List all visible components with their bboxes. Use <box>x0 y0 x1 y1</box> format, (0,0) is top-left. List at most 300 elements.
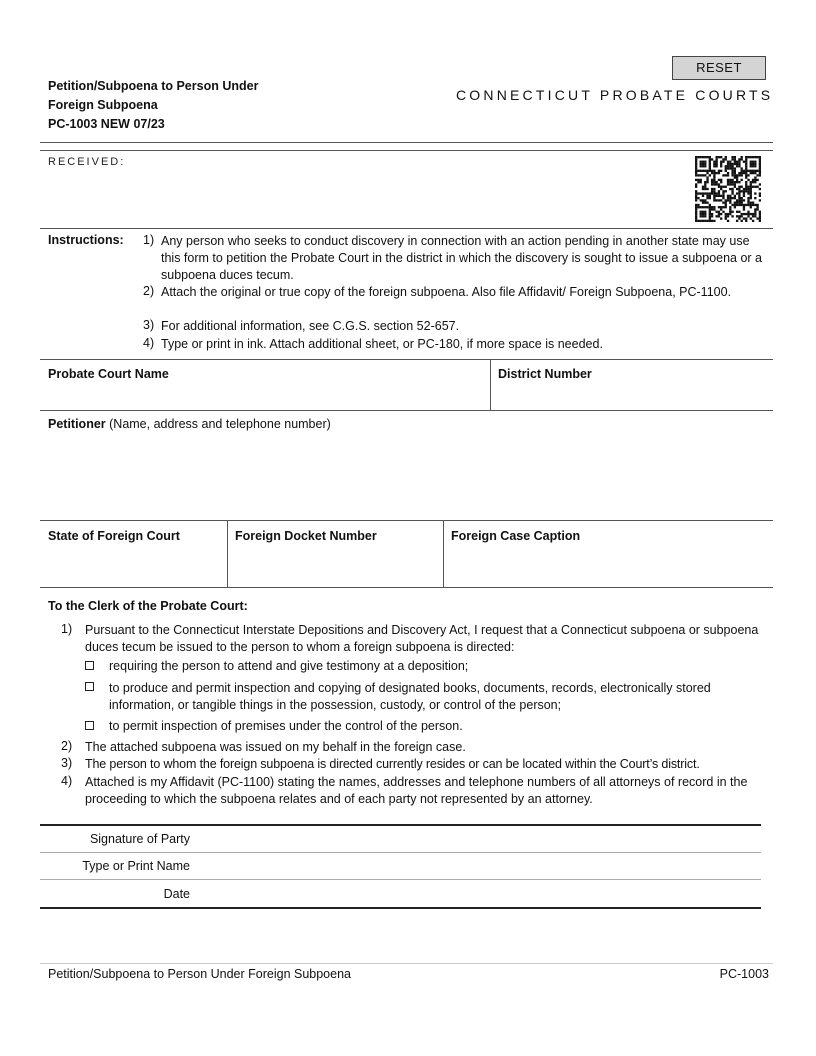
qr-module <box>697 197 699 199</box>
qr-module <box>695 156 697 158</box>
qr-module <box>711 181 713 183</box>
qr-module <box>745 167 747 169</box>
qr-module <box>697 220 699 222</box>
qr-module <box>727 163 729 165</box>
qr-module <box>718 186 720 188</box>
qr-module <box>745 190 747 192</box>
qr-module <box>702 174 704 176</box>
qr-module <box>743 217 745 219</box>
qr-module <box>722 195 724 197</box>
qr-module <box>706 156 708 158</box>
qr-module <box>720 161 722 163</box>
qr-module <box>736 181 738 183</box>
qr-module <box>734 163 736 165</box>
instruction-number: 3) <box>143 318 155 332</box>
qr-module <box>738 195 740 197</box>
qr-module <box>725 158 727 160</box>
qr-module <box>702 206 704 208</box>
footer-form-code: PC-1003 <box>719 967 769 981</box>
qr-module <box>713 161 715 163</box>
qr-module <box>709 197 711 199</box>
qr-module <box>747 188 749 190</box>
qr-module <box>720 186 722 188</box>
qr-module <box>759 161 761 163</box>
qr-module <box>745 186 747 188</box>
qr-module <box>718 213 720 215</box>
probate-court-name-label: Probate Court Name <box>48 367 169 381</box>
qr-module <box>706 172 708 174</box>
qr-module <box>695 170 697 172</box>
qr-module <box>729 206 731 208</box>
qr-module <box>745 174 747 176</box>
qr-module <box>752 165 754 167</box>
qr-module <box>738 215 740 217</box>
qr-module <box>752 204 754 206</box>
qr-module <box>745 204 747 206</box>
qr-module <box>743 192 745 194</box>
instruction-text: Any person who seeks to conduct discovery in connection with an action pending in another state may use this form to petition the Probate Court in the district in which the discovery is sought to issue a subpoena or a subpoena duces tecum. <box>161 234 763 282</box>
qr-module <box>738 199 740 201</box>
qr-module <box>747 204 749 206</box>
qr-module <box>713 176 715 178</box>
qr-module <box>709 213 711 215</box>
petitioner-label-detail: (Name, address and telephone number) <box>105 417 331 431</box>
qr-module <box>736 163 738 165</box>
qr-module <box>750 186 752 188</box>
qr-module <box>709 174 711 176</box>
qr-module <box>704 183 706 185</box>
qr-module <box>718 190 720 192</box>
print-name-field[interactable] <box>40 853 761 879</box>
deposition-checkbox[interactable] <box>85 661 94 670</box>
qr-module <box>759 183 761 185</box>
instruction-number: 2) <box>143 284 155 298</box>
qr-module <box>725 217 727 219</box>
qr-module <box>734 202 736 204</box>
qr-module <box>727 174 729 176</box>
qr-module <box>736 176 738 178</box>
qr-module <box>695 165 697 167</box>
qr-module <box>752 156 754 158</box>
qr-module <box>756 156 758 158</box>
qr-module <box>720 195 722 197</box>
qr-module <box>754 179 756 181</box>
qr-module <box>752 220 754 222</box>
qr-module <box>734 195 736 197</box>
qr-module <box>722 161 724 163</box>
qr-module <box>713 183 715 185</box>
qr-module <box>711 158 713 160</box>
qr-module <box>700 220 702 222</box>
qr-module <box>731 192 733 194</box>
qr-module <box>720 165 722 167</box>
qr-module <box>702 156 704 158</box>
qr-module <box>754 208 756 210</box>
qr-module <box>704 211 706 213</box>
qr-module <box>727 213 729 215</box>
petitioner-label <box>48 417 331 431</box>
qr-module <box>704 181 706 183</box>
qr-module <box>700 206 702 208</box>
probate-court-name-field[interactable] <box>40 360 490 410</box>
qr-module <box>731 188 733 190</box>
qr-module <box>713 181 715 183</box>
qr-module <box>718 156 720 158</box>
qr-module <box>754 181 756 183</box>
received-bottom-line <box>40 228 773 229</box>
qr-module <box>700 199 702 201</box>
qr-module <box>734 197 736 199</box>
qr-module <box>750 204 752 206</box>
qr-module <box>747 199 749 201</box>
inspect-premises-checkbox[interactable] <box>85 721 94 730</box>
qr-module <box>741 220 743 222</box>
qr-module <box>722 206 724 208</box>
qr-module <box>759 170 761 172</box>
qr-module <box>752 161 754 163</box>
date-label: Date <box>163 887 190 901</box>
qr-module <box>722 174 724 176</box>
qr-module <box>702 220 704 222</box>
qr-module <box>704 213 706 215</box>
qr-module <box>731 197 733 199</box>
qr-module <box>695 158 697 160</box>
qr-module <box>731 163 733 165</box>
district-number-label: District Number <box>498 367 592 381</box>
qr-module <box>745 161 747 163</box>
qr-module <box>727 199 729 201</box>
reset-button[interactable]: RESET <box>672 56 766 80</box>
item-number: 4) <box>61 774 73 788</box>
qr-module <box>720 170 722 172</box>
qr-module <box>727 197 729 199</box>
instructions-label: Instructions: <box>48 233 124 247</box>
qr-module <box>711 172 713 174</box>
qr-module <box>759 220 761 222</box>
qr-module <box>727 181 729 183</box>
qr-module <box>706 170 708 172</box>
qr-module <box>741 174 743 176</box>
qr-module <box>704 174 706 176</box>
qr-module <box>715 165 717 167</box>
instruction-number: 1) <box>143 233 155 247</box>
qr-module <box>718 206 720 208</box>
qr-module <box>734 181 736 183</box>
qr-module <box>704 165 706 167</box>
qr-module <box>706 197 708 199</box>
qr-module <box>695 163 697 165</box>
qr-module <box>695 206 697 208</box>
qr-module <box>734 206 736 208</box>
qr-module <box>695 179 697 181</box>
qr-module <box>713 192 715 194</box>
qr-module <box>734 186 736 188</box>
qr-module <box>722 211 724 213</box>
qr-module <box>706 195 708 197</box>
qr-module <box>720 199 722 201</box>
qr-module <box>722 202 724 204</box>
qr-module <box>745 170 747 172</box>
qr-module <box>741 167 743 169</box>
qr-module <box>754 176 756 178</box>
qr-module <box>711 220 713 222</box>
qr-module <box>754 170 756 172</box>
qr-module <box>725 206 727 208</box>
qr-module <box>695 174 697 176</box>
instruction-number: 4) <box>143 336 155 350</box>
qr-module <box>736 179 738 181</box>
qr-module <box>704 161 706 163</box>
qr-module <box>756 204 758 206</box>
foreign-case-caption-field[interactable] <box>444 521 773 587</box>
qr-module <box>736 165 738 167</box>
qr-module <box>752 163 754 165</box>
qr-module <box>754 161 756 163</box>
qr-module <box>713 206 715 208</box>
qr-module <box>704 206 706 208</box>
state-of-foreign-court-field[interactable] <box>40 521 227 587</box>
qr-module <box>741 190 743 192</box>
qr-module <box>718 211 720 213</box>
date-field[interactable] <box>40 880 761 906</box>
qr-module <box>759 165 761 167</box>
qr-module <box>695 208 697 210</box>
qr-module <box>695 217 697 219</box>
qr-module <box>725 156 727 158</box>
qr-module <box>734 156 736 158</box>
qr-module <box>743 170 745 172</box>
qr-module <box>709 192 711 194</box>
qr-module <box>720 188 722 190</box>
qr-module <box>736 220 738 222</box>
qr-module <box>695 192 697 194</box>
qr-module <box>756 170 758 172</box>
qr-module <box>709 163 711 165</box>
qr-module <box>750 170 752 172</box>
qr-module <box>747 192 749 194</box>
qr-module <box>750 213 752 215</box>
divider <box>40 587 773 588</box>
qr-module <box>731 156 733 158</box>
qr-module <box>750 217 752 219</box>
qr-module <box>731 158 733 160</box>
qr-module <box>725 215 727 217</box>
qr-module <box>743 206 745 208</box>
qr-module <box>715 172 717 174</box>
qr-module <box>713 220 715 222</box>
request-item-4: Attached is my Affidavit (PC-1100) stating the names, addresses and telephone numbers of all attorneys of record in the proceeding to which the subpoena relates and of each party not represented by an attorney. <box>85 775 748 806</box>
qr-module <box>718 199 720 201</box>
qr-module <box>741 197 743 199</box>
qr-module <box>736 211 738 213</box>
qr-module <box>756 186 758 188</box>
qr-module <box>743 188 745 190</box>
qr-module <box>700 215 702 217</box>
qr-module <box>747 179 749 181</box>
qr-module <box>725 190 727 192</box>
qr-module <box>725 165 727 167</box>
qr-module <box>700 213 702 215</box>
qr-module <box>727 161 729 163</box>
qr-module <box>715 183 717 185</box>
qr-module <box>754 186 756 188</box>
qr-module <box>722 197 724 199</box>
qr-module <box>747 213 749 215</box>
qr-module <box>729 165 731 167</box>
qr-module <box>743 190 745 192</box>
qr-module <box>711 192 713 194</box>
qr-module <box>713 199 715 201</box>
qr-module <box>747 170 749 172</box>
qr-module <box>700 156 702 158</box>
signature-bottom-rule <box>40 907 761 909</box>
qr-module <box>715 181 717 183</box>
qr-module <box>704 188 706 190</box>
qr-module <box>738 211 740 213</box>
qr-module <box>727 183 729 185</box>
header-divider <box>40 142 773 143</box>
qr-module <box>738 161 740 163</box>
qr-module <box>720 206 722 208</box>
qr-module <box>709 220 711 222</box>
qr-module <box>706 188 708 190</box>
district-number-field[interactable] <box>491 360 773 410</box>
qr-module <box>715 158 717 160</box>
qr-module <box>706 179 708 181</box>
qr-module <box>697 174 699 176</box>
qr-module <box>759 156 761 158</box>
qr-module <box>695 220 697 222</box>
qr-module <box>759 199 761 201</box>
signature-field[interactable] <box>40 826 761 852</box>
qr-module <box>729 179 731 181</box>
qr-module <box>695 186 697 188</box>
qr-module <box>700 165 702 167</box>
qr-module <box>702 186 704 188</box>
qr-module <box>695 172 697 174</box>
qr-module <box>720 217 722 219</box>
qr-module <box>702 165 704 167</box>
qr-module <box>722 190 724 192</box>
signature-label: Signature of Party <box>89 832 190 846</box>
qr-module <box>718 170 720 172</box>
foreign-case-caption-label: Foreign Case Caption <box>451 529 581 543</box>
qr-module <box>759 158 761 160</box>
qr-module <box>756 206 758 208</box>
qr-module <box>759 211 761 213</box>
qr-module <box>695 213 697 215</box>
qr-module <box>754 156 756 158</box>
qr-module <box>747 186 749 188</box>
qr-module <box>711 183 713 185</box>
petitioner-field[interactable] <box>40 411 773 520</box>
qr-module <box>734 158 736 160</box>
qr-module <box>752 202 754 204</box>
qr-module <box>747 174 749 176</box>
qr-module <box>718 183 720 185</box>
qr-module <box>695 190 697 192</box>
qr-module <box>750 165 752 167</box>
qr-module <box>720 208 722 210</box>
qr-module <box>718 179 720 181</box>
qr-module <box>738 163 740 165</box>
qr-module <box>738 204 740 206</box>
qr-module <box>754 163 756 165</box>
qr-module <box>711 179 713 181</box>
qr-module <box>729 208 731 210</box>
qr-module <box>729 161 731 163</box>
qr-module <box>745 181 747 183</box>
qr-module <box>702 195 704 197</box>
qr-module <box>736 161 738 163</box>
qr-module <box>706 192 708 194</box>
qr-module <box>702 199 704 201</box>
qr-module <box>731 211 733 213</box>
qr-module <box>745 176 747 178</box>
qr-module <box>752 186 754 188</box>
qr-module <box>731 179 733 181</box>
qr-module <box>697 192 699 194</box>
item-number: 1) <box>61 622 73 636</box>
qr-module <box>709 217 711 219</box>
state-of-foreign-court-label: State of Foreign Court <box>48 529 180 543</box>
received-top-line <box>40 150 773 151</box>
foreign-docket-number-field[interactable] <box>228 521 443 587</box>
qr-module <box>702 188 704 190</box>
option-text: to produce and permit inspection and copying of designated books, documents, records, electronically stored information, or tangible things in the possession, custody, or control of the person; <box>109 681 711 712</box>
qr-module <box>697 206 699 208</box>
qr-module <box>734 183 736 185</box>
qr-module <box>720 163 722 165</box>
qr-module <box>715 161 717 163</box>
produce-documents-checkbox[interactable] <box>85 682 94 691</box>
qr-module <box>738 174 740 176</box>
petitioner-label-bold: Petitioner <box>48 417 106 431</box>
qr-module <box>725 186 727 188</box>
qr-module <box>743 213 745 215</box>
qr-module <box>756 208 758 210</box>
qr-module <box>750 181 752 183</box>
qr-module <box>709 170 711 172</box>
qr-module <box>718 172 720 174</box>
qr-module <box>700 181 702 183</box>
qr-module <box>711 206 713 208</box>
qr-module <box>702 163 704 165</box>
qr-module <box>743 161 745 163</box>
qr-module <box>702 202 704 204</box>
qr-module <box>745 188 747 190</box>
qr-module <box>711 208 713 210</box>
qr-module <box>750 163 752 165</box>
qr-module <box>709 206 711 208</box>
qr-module <box>731 165 733 167</box>
qr-module <box>725 204 727 206</box>
qr-module <box>729 197 731 199</box>
qr-module <box>743 199 745 201</box>
qr-module <box>759 163 761 165</box>
qr-module <box>731 174 733 176</box>
qr-module <box>736 202 738 204</box>
qr-module <box>729 167 731 169</box>
qr-module <box>759 217 761 219</box>
qr-module <box>722 192 724 194</box>
qr-module <box>731 204 733 206</box>
qr-module <box>713 188 715 190</box>
qr-module <box>727 179 729 181</box>
qr-module <box>747 211 749 213</box>
qr-module <box>697 156 699 158</box>
qr-module <box>709 165 711 167</box>
